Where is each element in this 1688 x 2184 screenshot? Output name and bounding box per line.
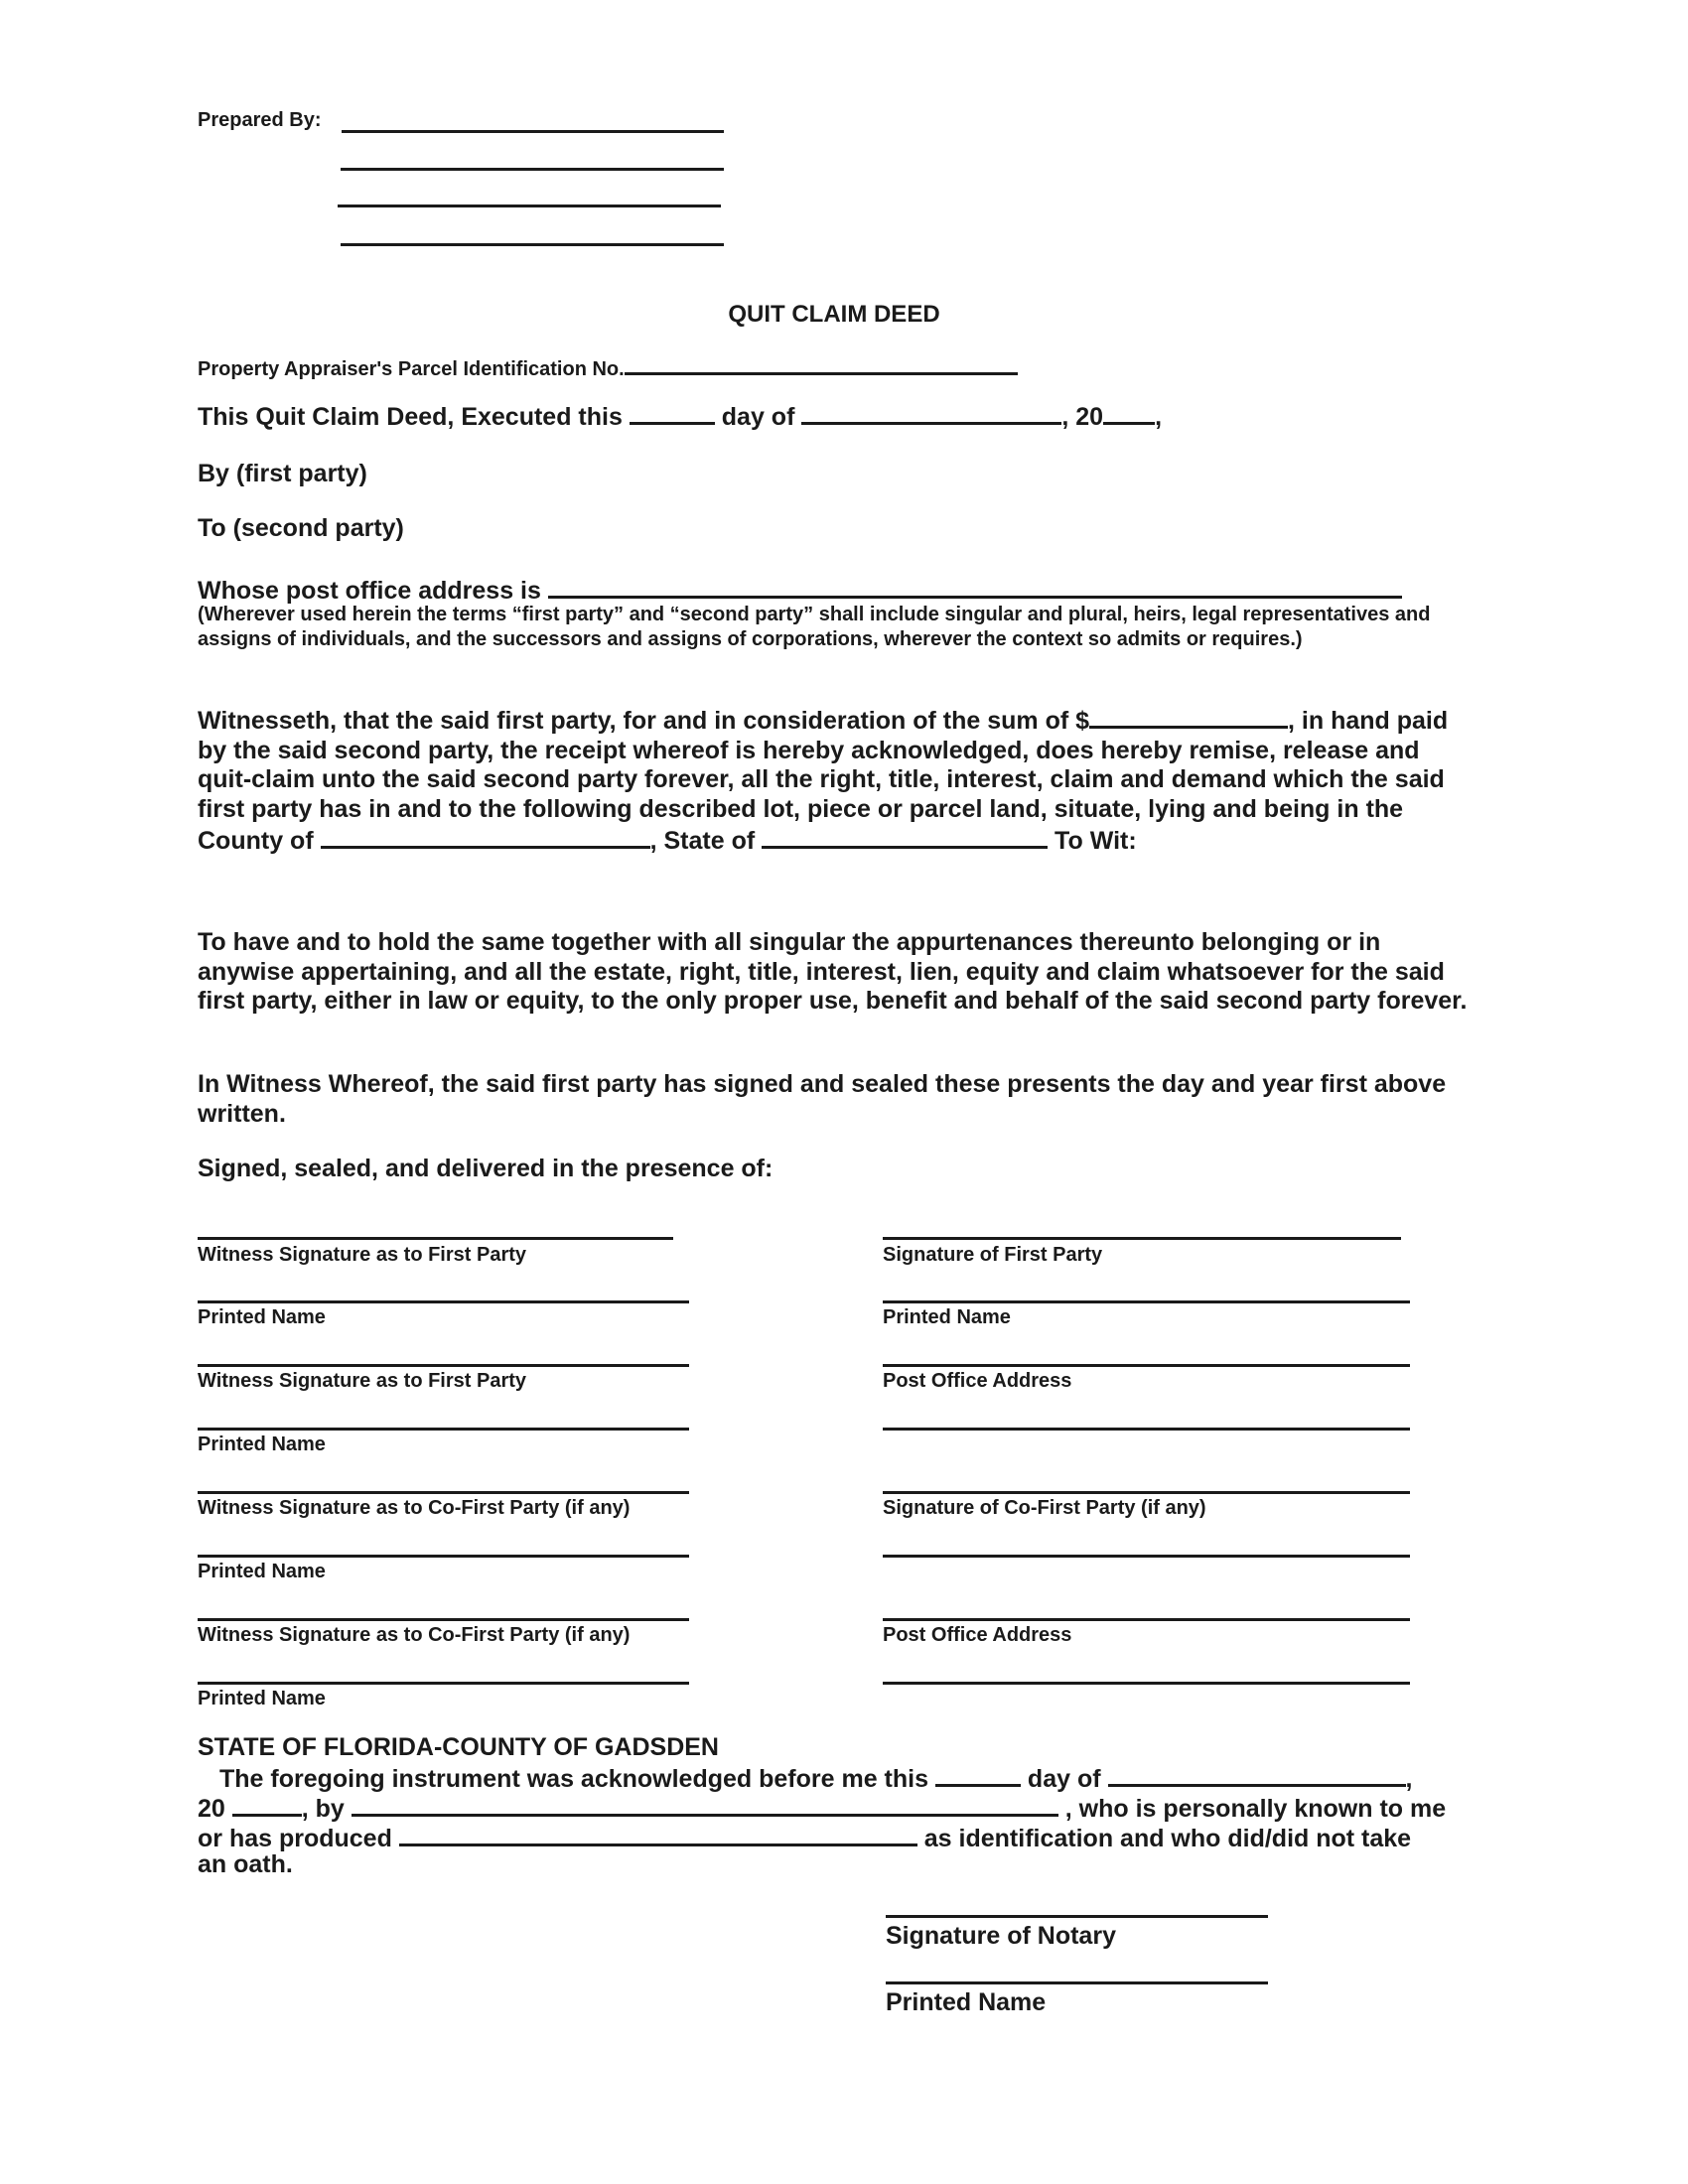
notary-printed-name-label: Printed Name (886, 1988, 1047, 2016)
year-prefix: , 20 (1061, 403, 1104, 431)
prepared-by-line-4[interactable] (341, 243, 724, 246)
party-terms-note: (Wherever used herein the terms “first party” and “second party” shall include singular and plural, heirs, legal representatives and assigns of individuals, and the successors and assigns of corporations, wherever the context so admits or requires.) (198, 604, 1431, 650)
witness-4-signature-line[interactable] (198, 1618, 689, 1621)
notary-line-1 (219, 1762, 1412, 1794)
notary-line-3 (198, 1822, 1411, 1853)
second-party-label: To (second party) (198, 514, 404, 542)
co-first-party-address-line-2[interactable] (883, 1682, 1410, 1685)
month-blank[interactable] (801, 400, 1061, 425)
county-blank[interactable] (321, 824, 650, 849)
notary-line-4: an oath. (198, 1850, 293, 1878)
witness-2-signature-line[interactable] (198, 1364, 689, 1367)
witnesseth-paragraph (198, 704, 1478, 857)
first-party-address-line[interactable] (883, 1364, 1410, 1367)
prepared-by-line-2[interactable] (341, 168, 724, 171)
notary-id-text: as identification and who did/did not take (923, 1825, 1412, 1852)
day-blank[interactable] (630, 400, 715, 425)
notary-signature-label: Signature of Notary (886, 1922, 1116, 1950)
witness-1-name-line[interactable] (198, 1300, 689, 1303)
notary-day-blank[interactable] (935, 1762, 1021, 1787)
first-party-signature-label: Signature of First Party (883, 1244, 1103, 1266)
first-party-name-label: Printed Name (883, 1306, 1011, 1328)
parcel-id-blank[interactable] (625, 354, 1018, 375)
first-party-address-line-2[interactable] (883, 1428, 1410, 1431)
co-first-party-extra-line[interactable] (883, 1555, 1410, 1558)
witness-4-name-line[interactable] (198, 1682, 689, 1685)
notary-name-line[interactable] (886, 1981, 1268, 1984)
parcel-id-label: Property Appraiser's Parcel Identification No. (198, 358, 625, 380)
sum-blank[interactable] (1089, 704, 1288, 729)
habendum-paragraph: To have and to hold the same together with all singular the appurtenances thereunto belonging or in anywise appertaining, and all the estate, right, title, interest, lien, equity and claim whatsoever for the said first party, either in law or equity, to the only proper use, benefit and behalf of the said second party forever. (198, 928, 1468, 1015)
address-field (198, 574, 1402, 606)
witnesseth-text-2: , in hand paid by the said second party, the receipt whereof is hereby acknowledged, does hereby remise, release and quit-claim unto the said second party forever, all the right, title, interest, claim and demand which the said first party has in and to the following described lot, piece or parcel land, situate, lying and being in the County of (198, 707, 1449, 855)
witness-2-name-line[interactable] (198, 1428, 689, 1431)
state-blank[interactable] (762, 824, 1048, 849)
first-party-label: By (first party) (198, 460, 367, 487)
state-of-label: , State of (649, 827, 763, 855)
notary-by-label: , by (301, 1795, 345, 1823)
address-label: Whose post office address is (198, 577, 541, 605)
witness-1-signature-line[interactable] (198, 1237, 673, 1240)
notary-signature-line[interactable] (886, 1915, 1268, 1918)
witness-3-signature-label: Witness Signature as to Co-First Party (if any) (198, 1497, 631, 1519)
prepared-by-line-3[interactable] (338, 205, 721, 207)
first-party-signature-line[interactable] (883, 1237, 1401, 1240)
executed-line (198, 400, 1162, 432)
document-title: QUIT CLAIM DEED (728, 301, 940, 328)
notary-produced-label: or has produced (198, 1825, 392, 1852)
witness-2-signature-label: Witness Signature as to First Party (198, 1370, 527, 1392)
witness-3-name-label: Printed Name (198, 1561, 326, 1582)
notary-name-blank[interactable] (352, 1792, 1058, 1817)
co-first-party-address-line[interactable] (883, 1618, 1410, 1621)
co-first-party-signature-label: Signature of Co-First Party (if any) (883, 1497, 1206, 1519)
notary-known-text: , who is personally known to me (1064, 1795, 1447, 1823)
notary-ack-text: The foregoing instrument was acknowledged before me this (219, 1765, 929, 1793)
day-of-label: day of (721, 403, 795, 431)
to-wit-label: To Wit: (1048, 827, 1137, 855)
year-blank[interactable] (1103, 400, 1155, 425)
executed-suffix: , (1155, 403, 1163, 431)
first-party-address-label: Post Office Address (883, 1370, 1072, 1392)
prepared-by-line-1[interactable] (342, 130, 724, 133)
notary-year-blank[interactable] (232, 1792, 302, 1817)
notary-id-blank[interactable] (399, 1822, 917, 1846)
address-blank[interactable] (548, 574, 1402, 599)
notary-comma: , (1405, 1765, 1413, 1793)
parcel-id-field (198, 354, 1018, 381)
witness-2-name-label: Printed Name (198, 1433, 326, 1455)
co-first-party-address-label: Post Office Address (883, 1624, 1072, 1646)
witness-1-signature-label: Witness Signature as to First Party (198, 1244, 527, 1266)
witness-4-signature-label: Witness Signature as to Co-First Party (if any) (198, 1624, 631, 1646)
in-witness-paragraph: In Witness Whereof, the said first party has signed and sealed these presents the day and year first above written. (198, 1070, 1447, 1128)
witness-3-signature-line[interactable] (198, 1491, 689, 1494)
notary-month-blank[interactable] (1108, 1762, 1406, 1787)
first-party-name-line[interactable] (883, 1300, 1410, 1303)
witness-4-name-label: Printed Name (198, 1688, 326, 1709)
notary-heading: STATE OF FLORIDA-COUNTY OF GADSDEN (198, 1733, 719, 1761)
notary-year-prefix: 20 (198, 1795, 225, 1823)
executed-prefix: This Quit Claim Deed, Executed this (198, 403, 623, 431)
signed-sealed-label: Signed, sealed, and delivered in the presence of: (198, 1155, 774, 1182)
witnesseth-text-1: Witnesseth, that the said first party, for and in consideration of the sum of $ (198, 707, 1090, 735)
witness-1-name-label: Printed Name (198, 1306, 326, 1328)
notary-line-2 (198, 1792, 1446, 1824)
prepared-by-label: Prepared By: (198, 109, 322, 131)
witness-3-name-line[interactable] (198, 1555, 689, 1558)
co-first-party-signature-line[interactable] (883, 1491, 1410, 1494)
notary-day-of-label: day of (1027, 1765, 1101, 1793)
